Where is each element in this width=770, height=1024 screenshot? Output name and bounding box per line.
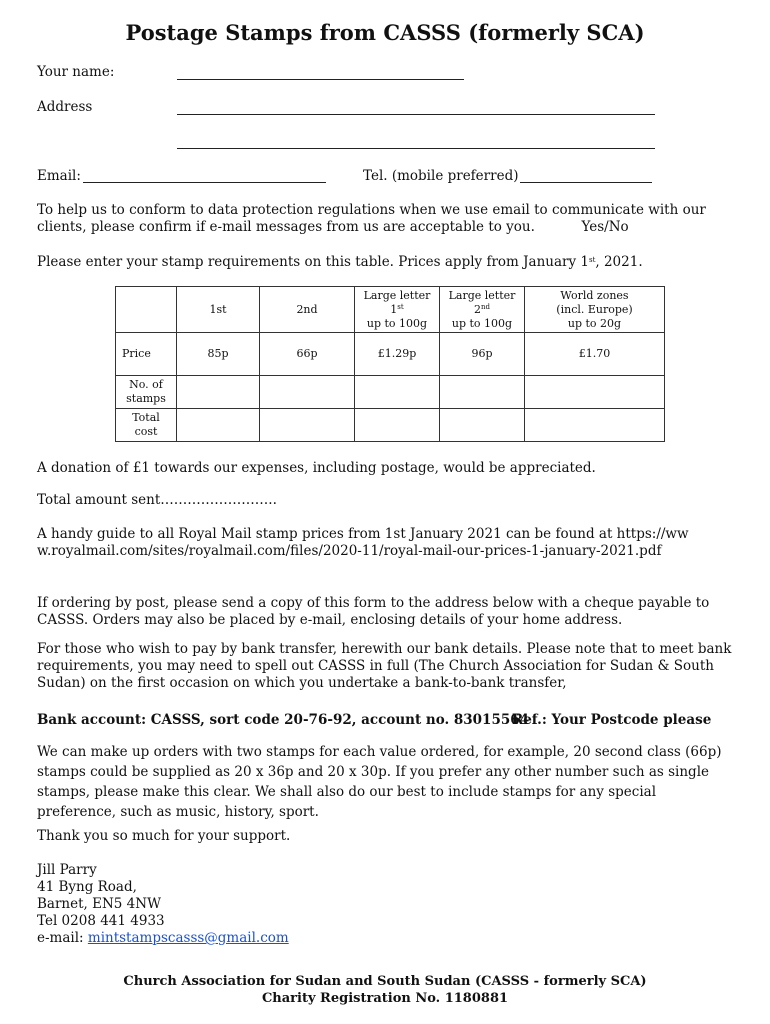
total-row-label: Total cost [116,409,177,442]
page-title: Postage Stamps from CASSS (formerly SCA) [125,20,645,45]
contact-address [37,862,289,947]
price-row-label: Price [116,333,177,376]
total-input-cell[interactable] [177,409,260,442]
quantity-row-label: No. of stamps [116,376,177,409]
total-input-cell[interactable] [260,409,355,442]
table-header-cell: World zones (incl. Europe) up to 20g [525,287,665,333]
quantity-input-cell[interactable] [525,376,665,409]
table-row-price [116,333,665,376]
address-field-line-2[interactable] [177,148,655,149]
table-header-cell: 1st [177,287,260,333]
quantity-input-cell[interactable] [260,376,355,409]
thanks-text: Thank you so much for your support. [37,828,291,844]
total-input-cell[interactable] [355,409,440,442]
email-label: Email: [37,168,81,184]
name-field[interactable] [177,79,464,80]
bank-account-details: Bank account: CASSS, sort code 20-76-92, account no. 83015564 [37,712,530,728]
table-header-cell: 2nd [260,287,355,333]
contact-street: 41 Byng Road, [37,879,137,895]
post-order-text: If ordering by post, please send a copy of this form to the address below with a cheque payable to CASSS. Orders may also be placed by e-mail, enclosing details of your home address. [37,595,710,628]
price-cell: 66p [260,333,355,376]
consent-options[interactable]: Yes/No [581,219,629,235]
contact-email-link[interactable]: mintstampscasss@gmail.com [87,930,289,946]
table-row-quantity [116,376,665,409]
quantity-input-cell[interactable] [440,376,525,409]
address-label: Address [37,99,93,115]
price-cell: £1.29p [355,333,440,376]
table-corner-cell [116,287,177,333]
bank-reference: Ref.: Your Postcode please [512,712,712,728]
footer-charity-number: Charity Registration No. 1180881 [261,991,509,1006]
requirements-text: Please enter your stamp requirements on this table. Prices apply from January 1st, 2021. [37,254,643,270]
donation-text: A donation of £1 towards our expenses, including postage, would be appreciated. [37,460,596,476]
email-field[interactable] [83,182,326,183]
table-header-row [116,287,665,333]
total-input-cell[interactable] [525,409,665,442]
tel-field[interactable] [520,182,652,183]
total-amount-sent[interactable]: Total amount sent…………………….. [37,492,277,508]
table-header-cell: Large letter 2nd up to 100g [440,287,525,333]
quantity-input-cell[interactable] [177,376,260,409]
tel-label: Tel. (mobile preferred) [363,168,519,184]
orders-note-text: We can make up orders with two stamps for each value ordered, for example, 20 second class (66p) stamps could be supplied as 20 x 36p and 20 x 30p. If you prefer any other number such as single stamps, please make this clear. We shall also do our best to include stamps for any special preference, such as music, history, sport. [37,744,722,820]
price-cell: 85p [177,333,260,376]
stamp-price-table [115,286,665,442]
table-row-total [116,409,665,442]
footer-org-name: Church Association for Sudan and South Sudan (CASSS - formerly SCA) [123,974,647,989]
price-guide-text: A handy guide to all Royal Mail stamp prices from 1st January 2021 can be found at https://www.royalmail.com/sites/royalmail.com/files/2020-11/royal-mail-our-prices-1-january-2021.pdf [37,526,689,559]
quantity-input-cell[interactable] [355,376,440,409]
footer [0,973,770,1007]
name-label: Your name: [37,64,115,80]
contact-email-line: e-mail: mintstampscasss@gmail.com [37,930,289,946]
price-cell: £1.70 [525,333,665,376]
contact-name: Jill Parry [37,862,97,878]
contact-town: Barnet, EN5 4NW [37,896,161,912]
address-field-line-1[interactable] [177,114,655,115]
bank-transfer-text: For those who wish to pay by bank transfer, herewith our bank details. Please note that to meet bank requirements, you may need to spell out CASSS in full (The Church Association for Sudan & South Sudan) on the first occasion on which you undertake a bank-to-bank transfer, [37,641,732,691]
price-cell: 96p [440,333,525,376]
table-header-cell: Large letter 1st up to 100g [355,287,440,333]
contact-tel: Tel 0208 441 4933 [37,913,165,929]
data-protection-text: To help us to conform to data protection regulations when we use email to communicate with our clients, please confirm if e-mail messages from us are acceptable to you. Yes/No [37,202,706,235]
total-input-cell[interactable] [440,409,525,442]
